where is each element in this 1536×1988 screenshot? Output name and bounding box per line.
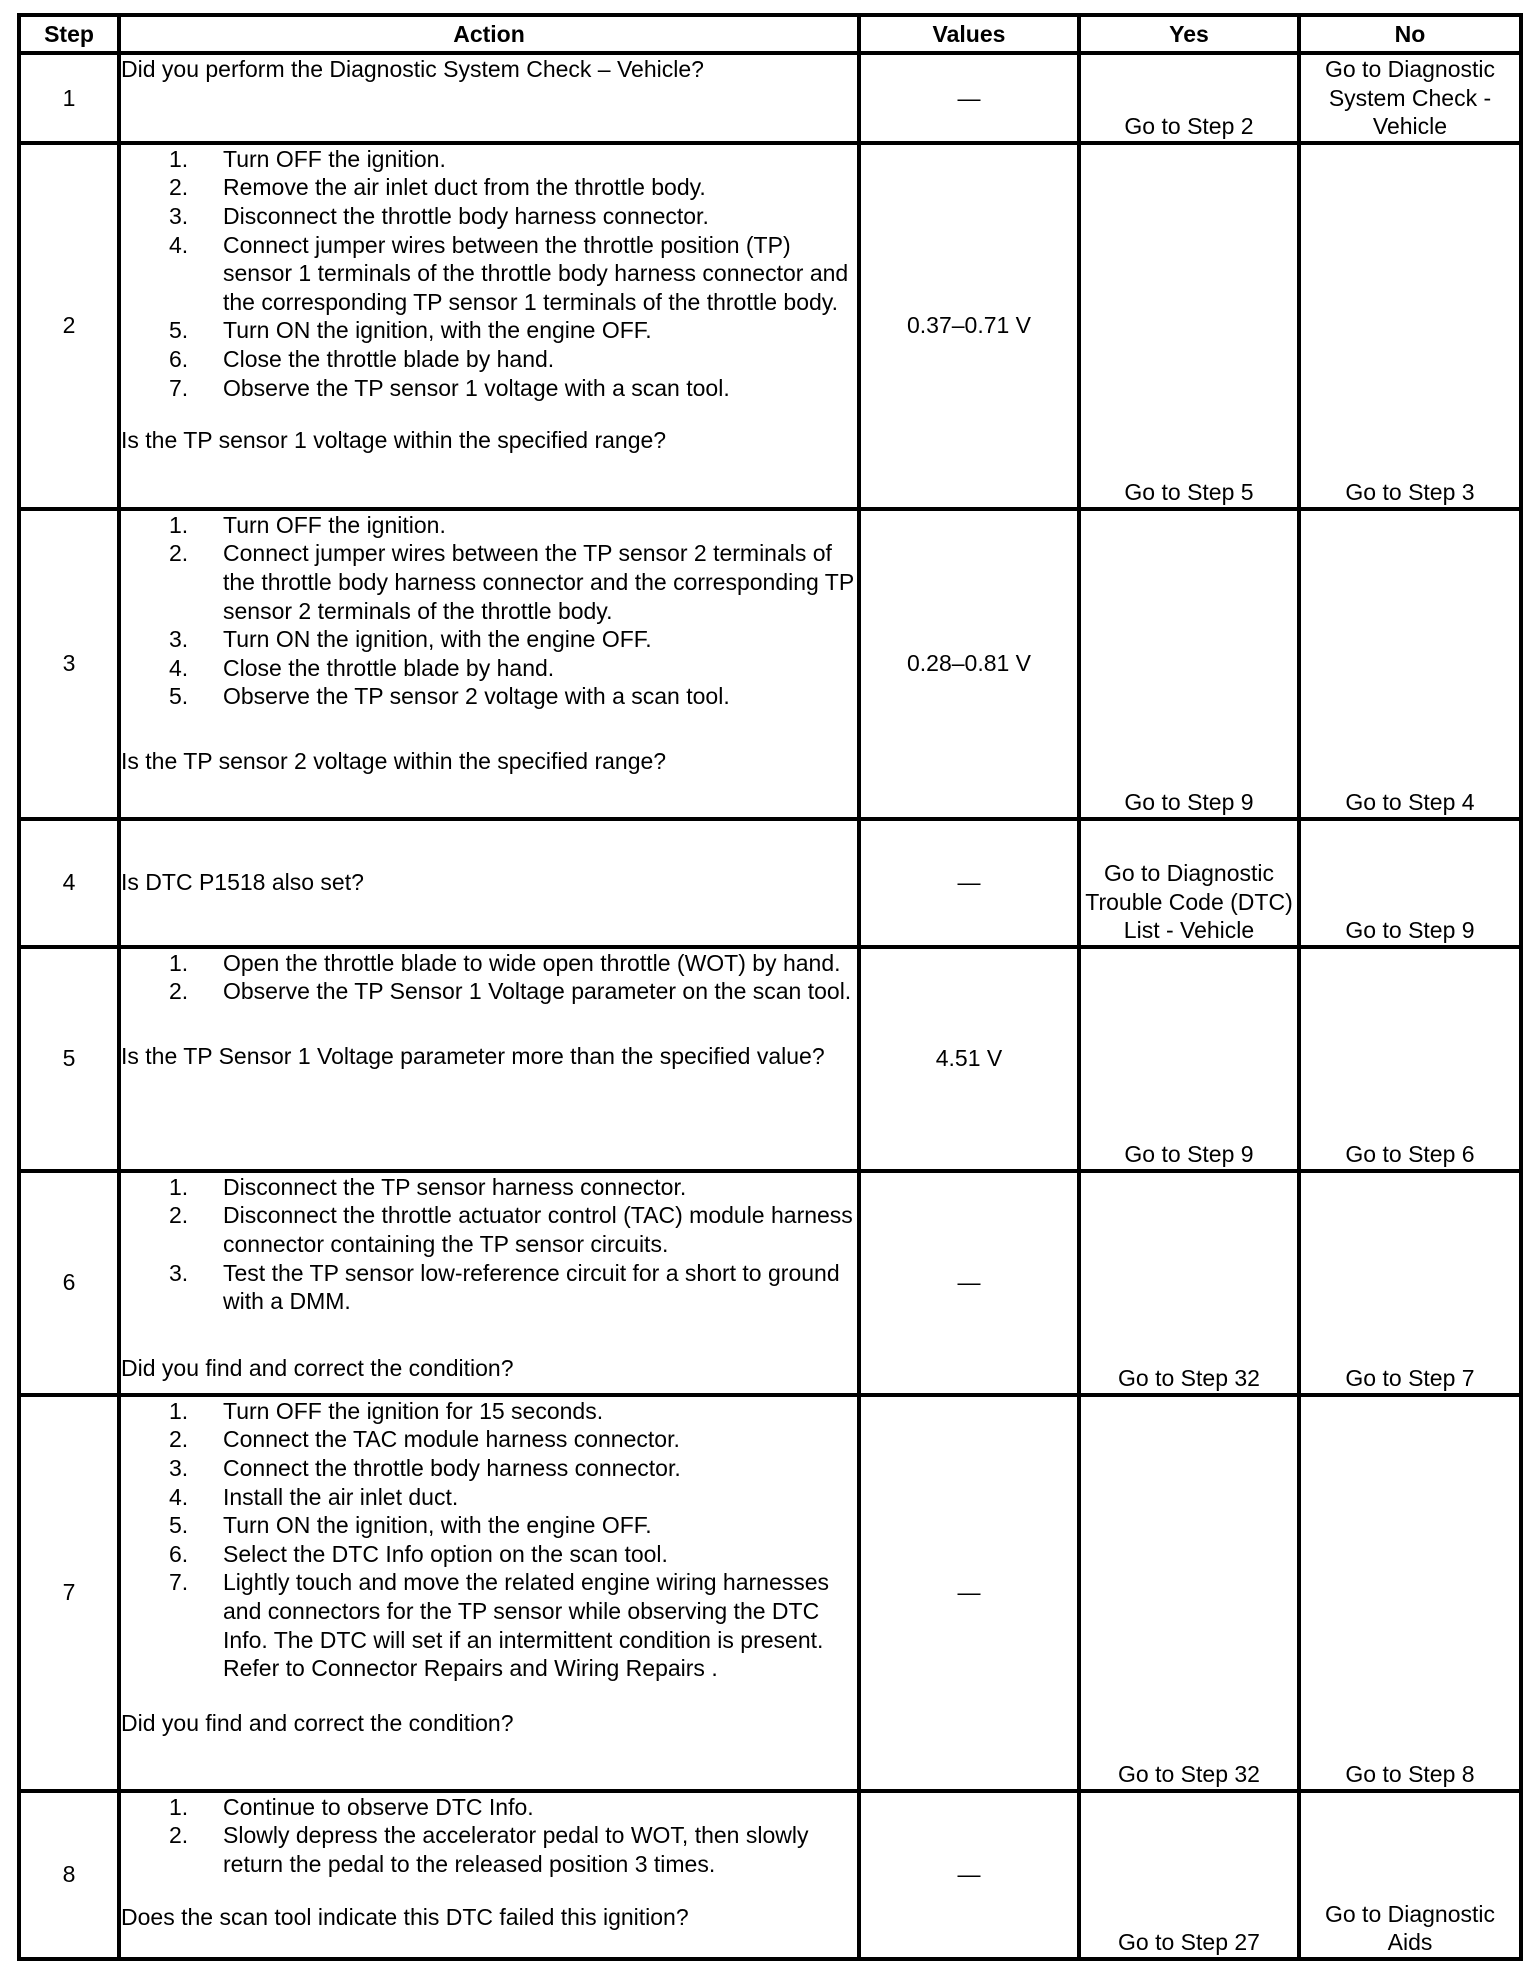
header-yes: Yes — [1079, 15, 1299, 53]
action-cell — [119, 143, 859, 509]
action-step-item: 3. Connect the throttle body harness connector. — [169, 1454, 681, 1481]
action-step-item: 6. Select the DTC Info option on the scan tool. — [169, 1540, 668, 1567]
action-steps — [121, 1397, 857, 1683]
values-cell: — — [859, 819, 1079, 947]
yes-cell: Go to Step 32 — [1079, 1395, 1299, 1791]
action-step-item: 1. Disconnect the TP sensor harness connector. — [169, 1173, 687, 1200]
action-question: Is the TP Sensor 1 Voltage parameter more than the specified value? — [121, 1042, 825, 1069]
action-cell — [119, 1171, 859, 1395]
yes-cell: Go to Step 32 — [1079, 1171, 1299, 1395]
values-cell: — — [859, 1791, 1079, 1959]
action-steps — [121, 511, 857, 711]
no-cell: Go to Step 4 — [1299, 509, 1521, 819]
no-cell: Go to Diagnostic System Check - Vehicle — [1299, 53, 1521, 143]
header-no: No — [1299, 15, 1521, 53]
no-cell: Go to Step 6 — [1299, 947, 1521, 1171]
action-step-item: 4. Close the throttle blade by hand. — [169, 654, 555, 681]
table-row — [19, 1791, 1521, 1959]
action-question: Is the TP sensor 2 voltage within the specified range? — [121, 747, 667, 774]
values-cell: 0.28–0.81 V — [859, 509, 1079, 819]
action-step-item: 2. Slowly depress the accelerator pedal to WOT, then slowly return the pedal to the released position 3 times. — [169, 1822, 809, 1877]
step-number: 7 — [19, 1395, 119, 1791]
step-number: 3 — [19, 509, 119, 819]
action-steps — [121, 949, 857, 1006]
no-cell: Go to Diagnostic Aids — [1299, 1791, 1521, 1959]
action-question: Did you find and correct the condition? — [121, 1354, 514, 1381]
action-step-item: 2. Disconnect the throttle actuator control (TAC) module harness connector containing the TP sensor circuits. — [169, 1202, 853, 1257]
header-action: Action — [119, 15, 859, 53]
action-steps — [121, 1173, 857, 1316]
action-step-item: 1. Turn OFF the ignition. — [169, 511, 446, 538]
step-number: 2 — [19, 143, 119, 509]
action-step-item: 7. Observe the TP sensor 1 voltage with a scan tool. — [169, 374, 730, 401]
action-step-item: 5. Turn ON the ignition, with the engine OFF. — [169, 1512, 652, 1539]
action-cell — [119, 1791, 859, 1959]
header-values: Values — [859, 15, 1079, 53]
action-cell — [119, 53, 859, 143]
action-step-item: 7. Lightly touch and move the related engine wiring harnesses and connectors for the TP sensor while observing the DTC Info. The DTC will set if an intermittent condition is present. Refer to Connector Repairs and Wiring Repairs . — [169, 1569, 830, 1682]
action-question: Does the scan tool indicate this DTC failed this ignition? — [121, 1903, 689, 1930]
action-step-item: 5. Observe the TP sensor 2 voltage with a scan tool. — [169, 683, 730, 710]
action-cell — [119, 1395, 859, 1791]
action-step-item: 6. Close the throttle blade by hand. — [169, 345, 555, 372]
action-step-item: 4. Install the air inlet duct. — [169, 1483, 459, 1510]
action-question: Did you perform the Diagnostic System Check – Vehicle? — [121, 56, 704, 82]
table-row — [19, 819, 1521, 947]
values-cell: — — [859, 1171, 1079, 1395]
step-number: 4 — [19, 819, 119, 947]
table-row — [19, 53, 1521, 143]
action-step-item: 3. Disconnect the throttle body harness connector. — [169, 202, 709, 229]
values-cell: — — [859, 53, 1079, 143]
action-step-item: 2. Observe the TP Sensor 1 Voltage parameter on the scan tool. — [169, 978, 852, 1005]
action-cell — [119, 509, 859, 819]
action-step-item: 4. Connect jumper wires between the throttle position (TP) sensor 1 terminals of the throttle body harness connector and the corresponding TP sensor 1 terminals of the throttle body. — [169, 231, 849, 315]
table-row — [19, 1171, 1521, 1395]
header-row — [19, 15, 1521, 53]
action-steps — [121, 145, 857, 402]
step-number: 6 — [19, 1171, 119, 1395]
step-number: 5 — [19, 947, 119, 1171]
yes-cell: Go to Step 5 — [1079, 143, 1299, 509]
action-step-item: 1. Open the throttle blade to wide open throttle (WOT) by hand. — [169, 949, 841, 976]
no-cell: Go to Step 9 — [1299, 819, 1521, 947]
action-step-item: 1. Turn OFF the ignition. — [169, 145, 446, 172]
action-cell — [119, 819, 859, 947]
no-cell: Go to Step 7 — [1299, 1171, 1521, 1395]
action-step-item: 1. Turn OFF the ignition for 15 seconds. — [169, 1397, 604, 1424]
values-cell: — — [859, 1395, 1079, 1791]
action-question: Is the TP sensor 1 voltage within the specified range? — [121, 427, 667, 454]
action-step-item: 2. Remove the air inlet duct from the throttle body. — [169, 174, 706, 201]
action-cell — [119, 947, 859, 1171]
table-row — [19, 143, 1521, 509]
diagnostic-table — [17, 13, 1523, 1961]
yes-cell: Go to Step 2 — [1079, 53, 1299, 143]
no-cell: Go to Step 3 — [1299, 143, 1521, 509]
action-step-item: 2. Connect the TAC module harness connector. — [169, 1426, 680, 1453]
table-row — [19, 947, 1521, 1171]
table-row — [19, 509, 1521, 819]
step-number: 8 — [19, 1791, 119, 1959]
action-question: Did you find and correct the condition? — [121, 1709, 514, 1736]
step-number: 1 — [19, 53, 119, 143]
action-step-item: 2. Connect jumper wires between the TP sensor 2 terminals of the throttle body harness connector and the corresponding TP sensor 2 terminals of the throttle body. — [169, 540, 854, 624]
action-step-item: 3. Turn ON the ignition, with the engine OFF. — [169, 626, 652, 653]
yes-cell: Go to Step 9 — [1079, 509, 1299, 819]
values-cell: 4.51 V — [859, 947, 1079, 1171]
header-step: Step — [19, 15, 119, 53]
action-question: Is DTC P1518 also set? — [121, 869, 364, 896]
action-steps — [121, 1793, 857, 1879]
action-step-item: 1. Continue to observe DTC Info. — [169, 1793, 534, 1820]
yes-cell: Go to Step 9 — [1079, 947, 1299, 1171]
values-cell: 0.37–0.71 V — [859, 143, 1079, 509]
yes-cell: Go to Diagnostic Trouble Code (DTC) List - Vehicle — [1079, 819, 1299, 947]
action-step-item: 5. Turn ON the ignition, with the engine OFF. — [169, 317, 652, 344]
table-row — [19, 1395, 1521, 1791]
action-step-item: 3. Test the TP sensor low-reference circuit for a short to ground with a DMM. — [169, 1259, 840, 1315]
yes-cell: Go to Step 27 — [1079, 1791, 1299, 1959]
no-cell: Go to Step 8 — [1299, 1395, 1521, 1791]
